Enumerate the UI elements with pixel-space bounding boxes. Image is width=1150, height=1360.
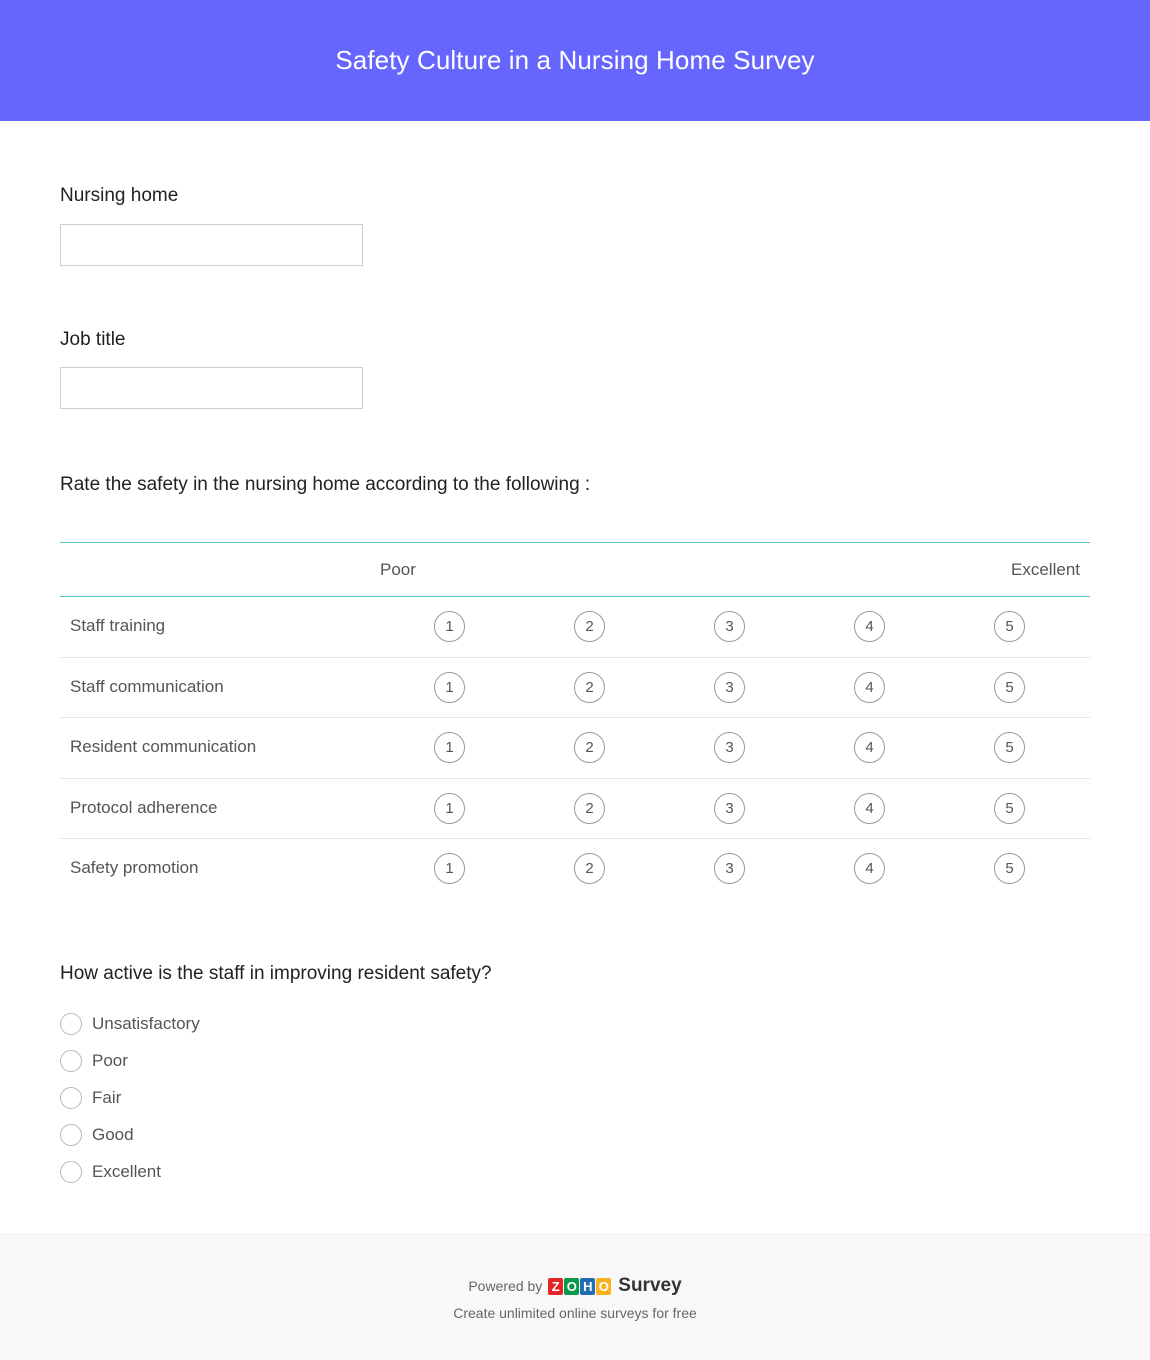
rating-option-2[interactable]: 2 [574,793,605,824]
activity-option-label: Unsatisfactory [92,1013,200,1033]
rating-row-label: Staff training [70,616,166,635]
job-title-input[interactable] [60,367,363,409]
rating-row-label: Protocol adherence [70,797,218,817]
zoho-logo-letter-z: Z [548,1278,563,1295]
rating-row [60,718,1090,779]
rating-option-1[interactable]: 1 [434,793,465,824]
nursing-home-input[interactable] [60,224,363,266]
activity-options [60,1005,200,1190]
rating-option-5[interactable]: 5 [994,672,1025,703]
zoho-logo[interactable] [548,1278,612,1295]
rating-option-2[interactable]: 2 [574,732,605,763]
activity-option[interactable] [60,1005,200,1042]
radio-button[interactable] [60,1050,82,1072]
powered-by-text: Powered by [468,1278,543,1294]
activity-option[interactable] [60,1116,200,1153]
rating-option-2[interactable]: 2 [574,853,605,884]
rating-row-label: Resident communication [70,737,257,756]
rating-option-4[interactable]: 4 [854,853,885,884]
activity-question-label: How active is the staff in improving resident safety? [60,963,492,984]
activity-option-label: Good [92,1124,134,1144]
rating-question-label: Rate the safety in the nursing home according to the following : [60,474,591,495]
rating-matrix [60,542,1090,900]
rating-option-4[interactable]: 4 [854,732,885,763]
rating-rows [60,597,1090,900]
rating-option-3[interactable]: 3 [714,793,745,824]
rating-option-5[interactable]: 5 [994,853,1025,884]
rating-option-3[interactable]: 3 [714,672,745,703]
rating-row-label: Safety promotion [70,858,199,877]
zoho-logo-letter-h: H [580,1278,595,1295]
rating-scale-header [60,542,1090,597]
survey-title: Safety Culture in a Nursing Home Survey [335,45,815,75]
activity-option-label: Fair [92,1087,122,1107]
activity-option[interactable] [60,1079,200,1116]
rating-option-4[interactable]: 4 [854,611,885,642]
nursing-home-label: Nursing home [60,185,179,206]
rating-option-1[interactable]: 1 [434,611,465,642]
rating-row [60,839,1090,900]
brand-survey: Survey [618,1275,682,1296]
radio-button[interactable] [60,1013,82,1035]
scale-low-label: Poor [380,560,416,579]
activity-option[interactable] [60,1042,200,1079]
rating-option-2[interactable]: 2 [574,611,605,642]
zoho-logo-letter-o1: O [564,1278,579,1295]
rating-row [60,597,1090,658]
radio-button[interactable] [60,1124,82,1146]
footer [0,1234,1150,1360]
zoho-logo-letter-o2: O [596,1278,611,1295]
job-title-label: Job title [60,329,126,350]
rating-option-5[interactable]: 5 [994,611,1025,642]
rating-option-3[interactable]: 3 [714,732,745,763]
powered-by-line [0,1275,1150,1297]
rating-option-2[interactable]: 2 [574,672,605,703]
rating-option-1[interactable]: 1 [434,853,465,884]
radio-button[interactable] [60,1161,82,1183]
rating-option-5[interactable]: 5 [994,732,1025,763]
rating-option-1[interactable]: 1 [434,672,465,703]
rating-option-4[interactable]: 4 [854,672,885,703]
rating-option-3[interactable]: 3 [714,611,745,642]
rating-option-1[interactable]: 1 [434,732,465,763]
rating-option-3[interactable]: 3 [714,853,745,884]
rating-option-4[interactable]: 4 [854,793,885,824]
rating-option-5[interactable]: 5 [994,793,1025,824]
radio-button[interactable] [60,1087,82,1109]
rating-row [60,658,1090,719]
activity-option-label: Poor [92,1050,128,1070]
scale-high-label: Excellent [1011,560,1080,579]
rating-row-label: Staff communication [70,676,224,696]
activity-option[interactable] [60,1153,200,1190]
survey-header [0,0,1150,121]
footer-tagline: Create unlimited online surveys for free [453,1305,697,1321]
rating-row [60,779,1090,840]
activity-option-label: Excellent [92,1161,161,1181]
